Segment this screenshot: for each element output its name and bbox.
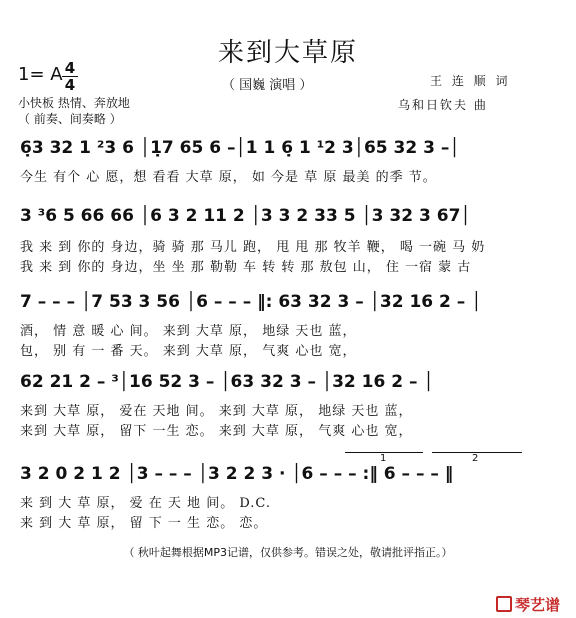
lyrics-row-3-verse-2: 包， 别 有 一 番 天。 来到 大草 原， 气爽 心也 宽， (20, 344, 357, 359)
footer-note: （ 秋叶起舞根据MP3记谱，仅供参考。错误之处，敬请批评指正。） (123, 546, 453, 559)
volta-number-1: 1 (380, 453, 387, 464)
performer-credit: （ 国巍 演唱 ） (222, 78, 313, 93)
logo-icon (496, 596, 512, 612)
lyricist-credit: 王 连 顺 词 (430, 74, 511, 88)
lyrics-row-5-verse-2: 来 到 大 草 原， 留 下 一 生 恋。 恋。 (20, 516, 268, 531)
volta-number-2: 2 (472, 453, 479, 464)
meter-top: 4 (64, 59, 76, 77)
lyrics-row-2-verse-2: 我 来 到 你的 身边，坐 坐 那 勒勒 车 转 转 那 敖包 山， 住 一宿 蒙 古 (20, 260, 472, 275)
notation-row-4: 62 21 2 – ³│16 52 3 – │63 32 3 – │32 16 2 – │ (20, 372, 434, 392)
lyrics-row-4-verse-1: 来到 大草 原， 爱在 天地 间。 来到 大草 原， 地绿 天也 蓝， (20, 404, 413, 419)
lyrics-row-2-verse-1: 我 来 到 你的 身边，骑 骑 那 马儿 跑， 甩 甩 那 牧羊 鞭， 喝 一碗 马 奶 (20, 240, 486, 255)
watermark-text: 琴艺谱 (515, 596, 561, 614)
notation-row-1: 6̣3 32 1 ²3 6 │1̣7 65 6 –│1 1 6̣ 1 ¹2 3│65 32 3 –│ (20, 138, 460, 158)
notation-row-3: 7 – – – │7 53 3 56 │6 – – – ‖: 63 32 3 – │32 16 2 – │ (20, 292, 482, 312)
time-signature (62, 61, 78, 92)
lyrics-row-3-verse-1: 酒， 情 意 暖 心 间。 来到 大草 原， 地绿 天也 蓝， (20, 324, 357, 339)
key-signature: 1= A (18, 64, 63, 85)
notation-row-2: 3 ³6 5 66 66 │6 3 2 11 2 │3 3 2 33 5 │3 32 3 67│ (20, 206, 471, 226)
intro-note: （ 前奏、间奏略 ） (18, 112, 122, 126)
lyrics-row-5-verse-1: 来 到 大 草 原， 爱 在 天 地 间。 D.C. (20, 496, 272, 511)
lyrics-row-4-verse-2: 来到 大草 原， 留下 一生 恋。 来到 大草 原， 气爽 心也 宽， (20, 424, 413, 439)
watermark-logo (496, 594, 560, 615)
song-title: 来到大草原 (217, 38, 358, 68)
lyrics-row-1-verse-1: 今生 有个 心 愿，想 看看 大草 原， 如 今是 草 原 最美 的季 节。 (20, 170, 437, 185)
meter-bottom: 4 (64, 76, 76, 94)
tempo-marking: 小快板 热情、奔放地 (18, 96, 130, 110)
notation-row-5: 3 2 0 2 1 2 │3 – – – │3 2 2 3 · │6 – – – :‖ 6 – – – ‖ (20, 464, 454, 484)
composer-credit: 乌和日钦夫 曲 (398, 98, 488, 112)
